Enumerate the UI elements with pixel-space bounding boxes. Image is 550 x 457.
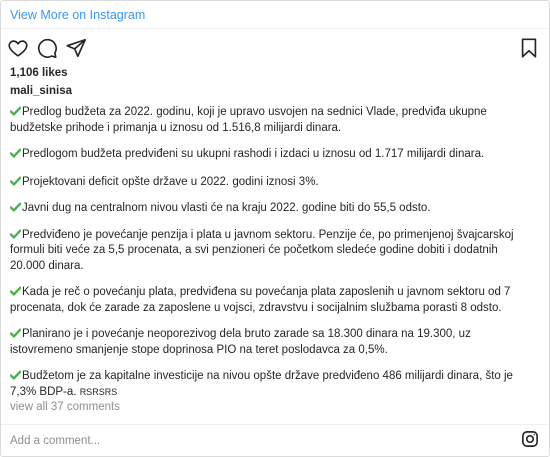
view-all-comments-link[interactable]: view all 37 comments [10, 401, 120, 413]
caption-text: Predlog budžeta za 2022. godinu, koji je upravo usvojen na sednici Vlade, predviđa ukupne budžetske prihode i primanja u iznosu od 1.516,8 milijardi dinara. [10, 106, 487, 134]
caption-text: Predlogom budžeta predviđeni su ukupni rashodi i izdaci u iznosu od 1.717 milijardi dinara. [22, 148, 485, 160]
instagram-logo-icon[interactable] [521, 430, 539, 448]
check-mark-icon [10, 106, 21, 116]
caption-paragraph [10, 147, 535, 163]
caption-paragraph [10, 175, 535, 191]
caption-paragraph [10, 327, 535, 358]
caption-paragraph [10, 201, 535, 217]
view-more-link[interactable]: View More on Instagram [10, 8, 146, 22]
add-comment-input[interactable] [10, 433, 490, 449]
caption-text: Projektovani deficit opšte države u 2022. godini iznosi 3%. [22, 175, 319, 188]
share-icon[interactable] [65, 37, 87, 59]
caption-text: Predviđeno je povećanje penzija i plata u javnom sektoru. Penzije će, po primenjenoj švajcarskoj formuli biti veće za 5,5 procenata, a svi penzioneri će početkom sledeće godine dobiti i dodatnih 20.000 dinara. [10, 228, 514, 272]
post-caption [10, 105, 535, 411]
comment-icon[interactable] [36, 37, 58, 59]
post-username[interactable]: mali_sinisa [10, 85, 73, 97]
likes-count[interactable]: 1,106 likes [10, 67, 68, 79]
check-mark-icon [10, 370, 21, 380]
caption-suffix: RSRSRS [79, 386, 118, 397]
caption-paragraph [10, 105, 535, 136]
check-mark-icon [10, 176, 21, 186]
caption-text: Javni dug na centralnom nivou vlasti će na kraju 2022. godine biti do 55,5 odsto. [22, 202, 431, 214]
caption-text: Kada je reč o povećanju plata, predviđena su povećanja plata zaposlenih u javnom sektoru od 7 procenata, dok će zarade za zaposlene u vojsci, zdravstvu i socijalnim službama porasti 8 odsto. [10, 286, 511, 314]
check-mark-icon [10, 202, 21, 212]
caption-paragraph [10, 285, 535, 316]
check-mark-icon [10, 328, 21, 338]
check-mark-icon [10, 229, 21, 239]
check-mark-icon [10, 148, 21, 158]
caption-text: Budžetom je za kapitalne investicije na nivou opšte države predviđeno 486 milijardi dinara, što je 7,3% BDP-a. [10, 370, 513, 398]
caption-paragraph [10, 369, 535, 400]
check-mark-icon [10, 286, 21, 296]
action-bar [7, 37, 543, 59]
heart-icon[interactable] [7, 37, 29, 59]
caption-text: Planirano je i povećanje neoporezivog dela bruto zarade sa 18.300 dinara na 19.300, uz istovremeno smanjenje stope doprinosa PIO na teret poslodavca za 0,5%. [10, 328, 471, 356]
bookmark-icon[interactable] [518, 37, 540, 59]
caption-paragraph [10, 228, 535, 275]
bottom-divider [1, 424, 549, 425]
top-divider [1, 28, 549, 29]
